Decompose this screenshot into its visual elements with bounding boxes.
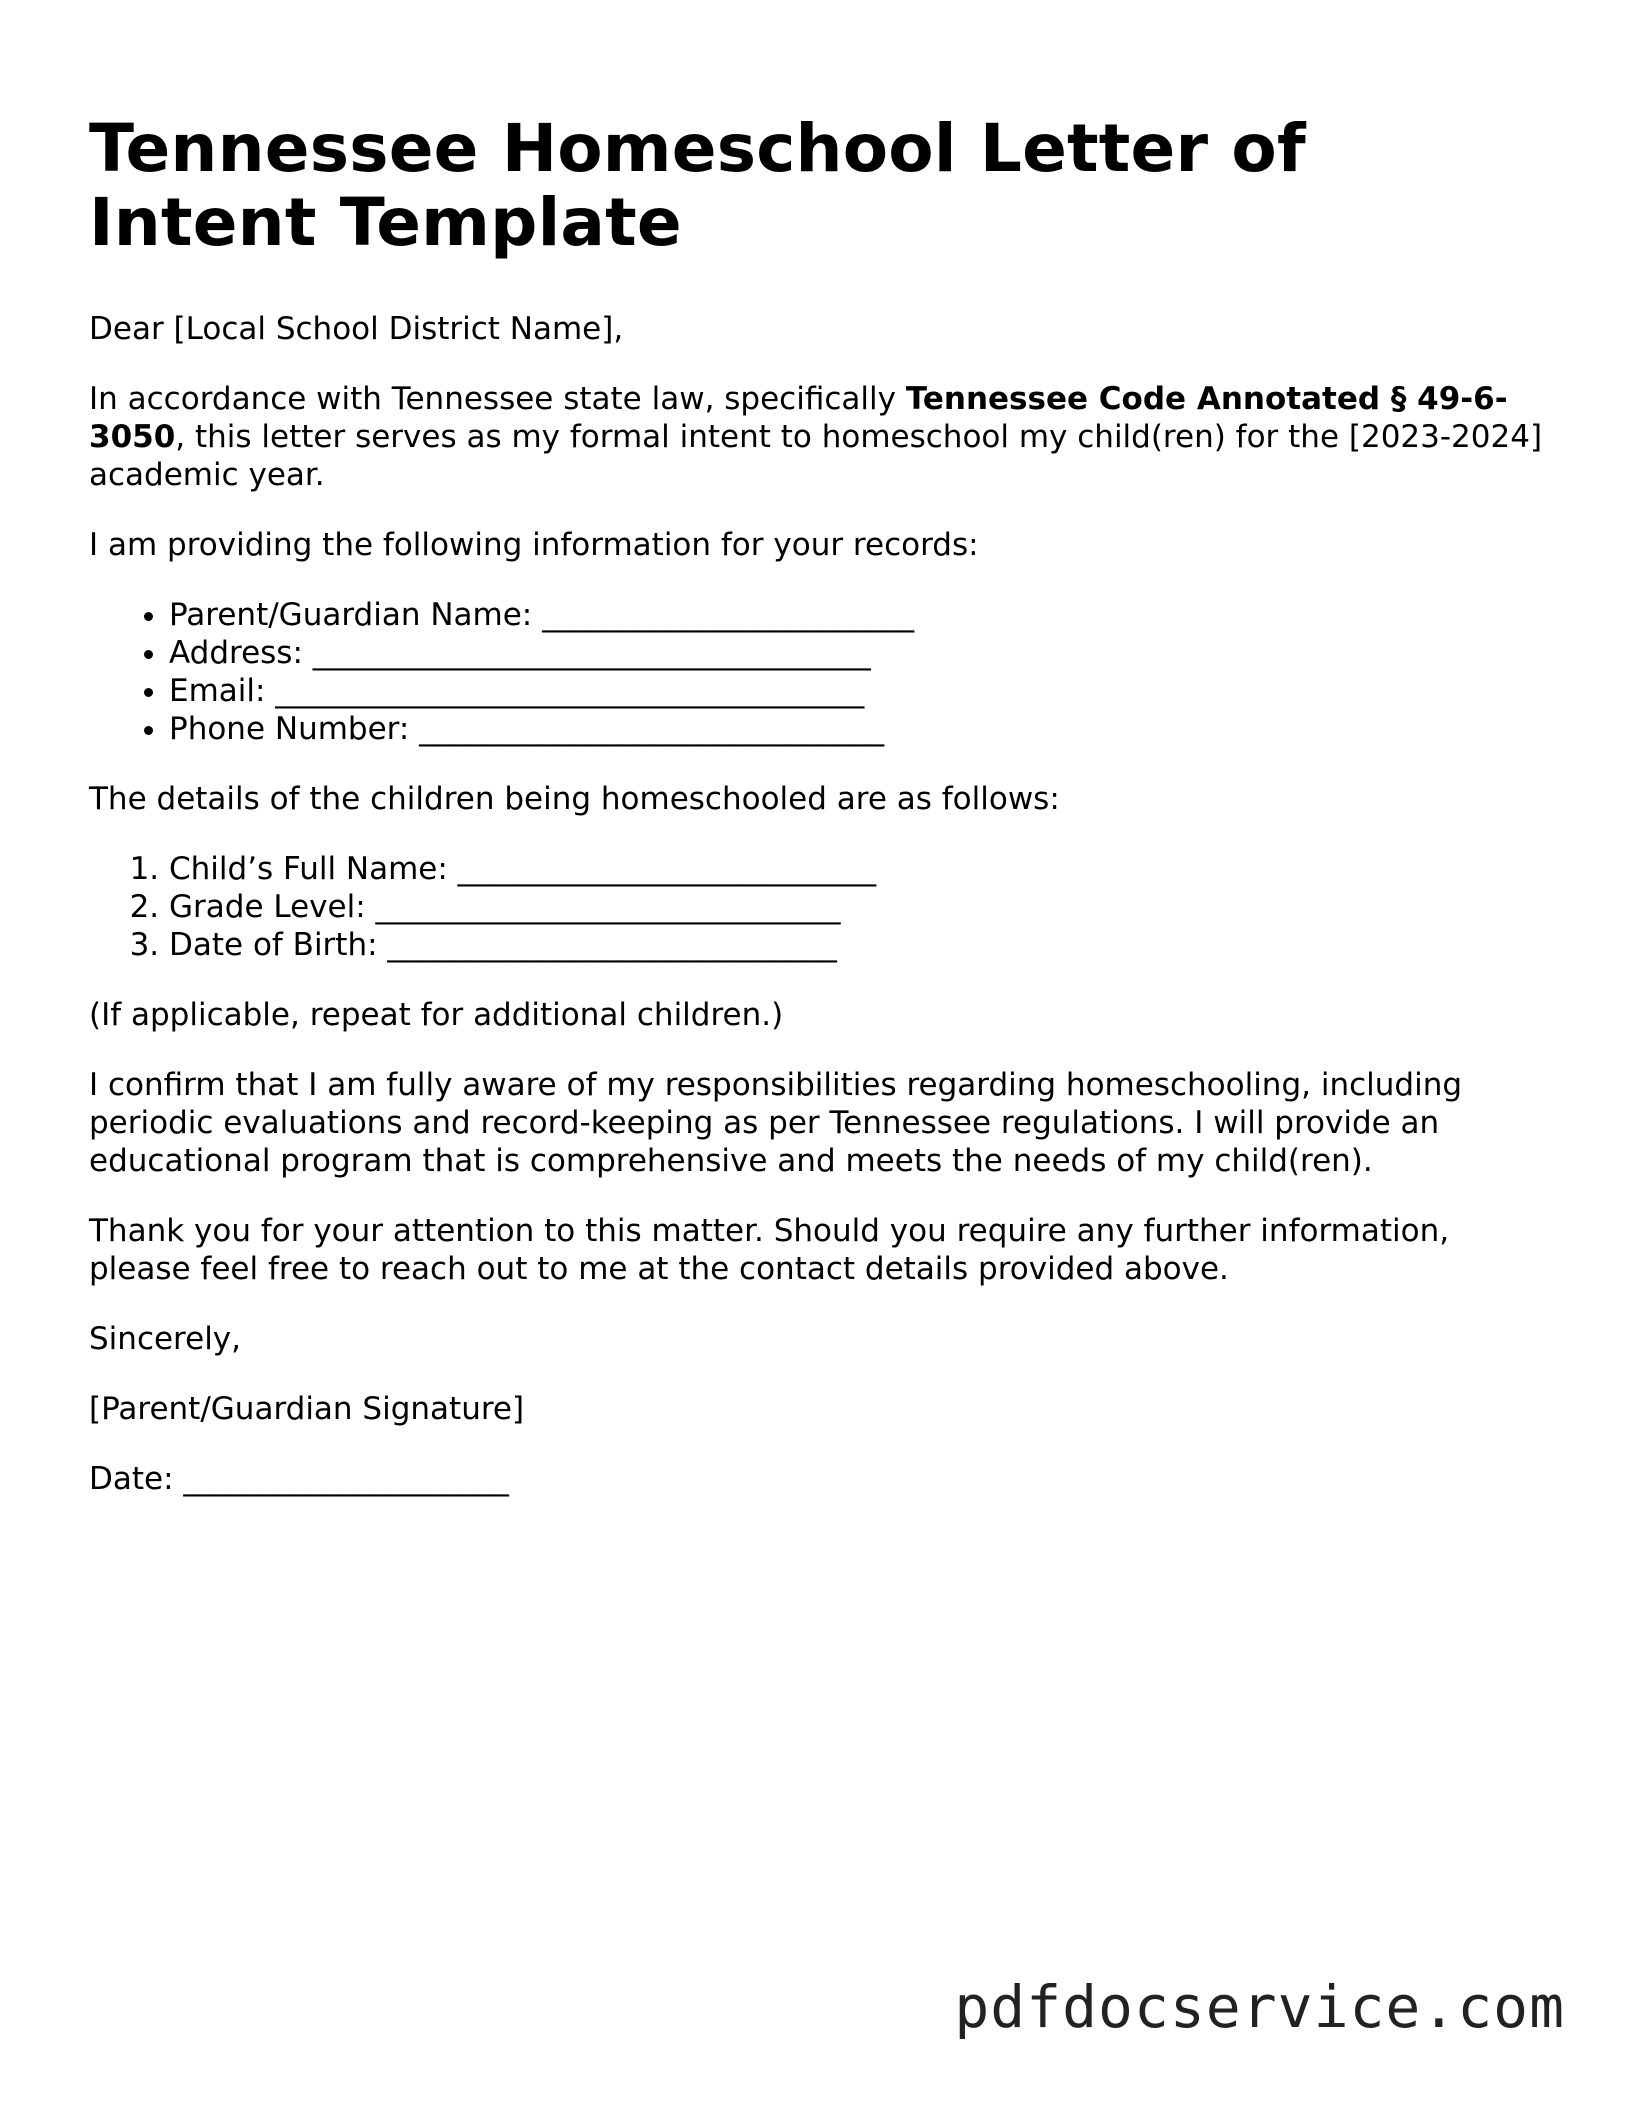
date-field: Date: _____________________ <box>89 1461 509 1497</box>
thanks-paragraph: Thank you for your attention to this matter. Should you require any further information, please feel free to reach out to me at the contact details provided above. <box>89 1213 1450 1287</box>
providing-statement: I am providing the following information for your records: <box>89 527 979 563</box>
intro-paragraph <box>89 380 1549 494</box>
grade-level-field: 2. Grade Level: ______________________________ <box>169 888 1549 926</box>
email-field: • Email: ______________________________________ <box>169 672 1549 710</box>
date-of-birth-field: 3. Date of Birth: _____________________________ <box>169 926 1549 964</box>
signature-line: [Parent/Guardian Signature] <box>89 1391 525 1427</box>
closing: Sincerely, <box>89 1321 242 1357</box>
children-intro: The details of the children being homeschooled are as follows: <box>89 781 1060 817</box>
intro-text-before: In accordance with Tennessee state law, specifically <box>89 381 906 417</box>
child-info-list <box>89 850 1549 964</box>
document-title: Tennessee Homeschool Letter of Intent Template <box>89 110 1306 261</box>
statute-citation: Tennessee Code Annotated § 49-6-3050 <box>89 381 1508 455</box>
phone-field: • Phone Number: ______________________________ <box>169 710 1549 748</box>
document-page <box>89 112 1549 1498</box>
intro-text-after: , this letter serves as my formal intent to homeschool my child(ren) for the [2023-2024] academic year. <box>89 419 1543 493</box>
watermark: pdfdocservice.com <box>954 1973 1565 2041</box>
additional-children-note: (If applicable, repeat for additional children.) <box>89 997 784 1033</box>
greeting: Dear [Local School District Name], <box>89 311 624 347</box>
child-name-field: 1. Child’s Full Name: ___________________________ <box>169 850 1549 888</box>
address-field: • Address: ____________________________________ <box>169 634 1549 672</box>
parent-name-field: • Parent/Guardian Name: ________________________ <box>169 596 1549 634</box>
confirmation-paragraph: I confirm that I am fully aware of my responsibilities regarding homeschooling, including periodic evaluations and record-keeping as per Tennessee regulations. I will provide an educational program that is comprehensive and meets the needs of my child(ren). <box>89 1067 1463 1179</box>
parent-info-list <box>89 596 1549 748</box>
